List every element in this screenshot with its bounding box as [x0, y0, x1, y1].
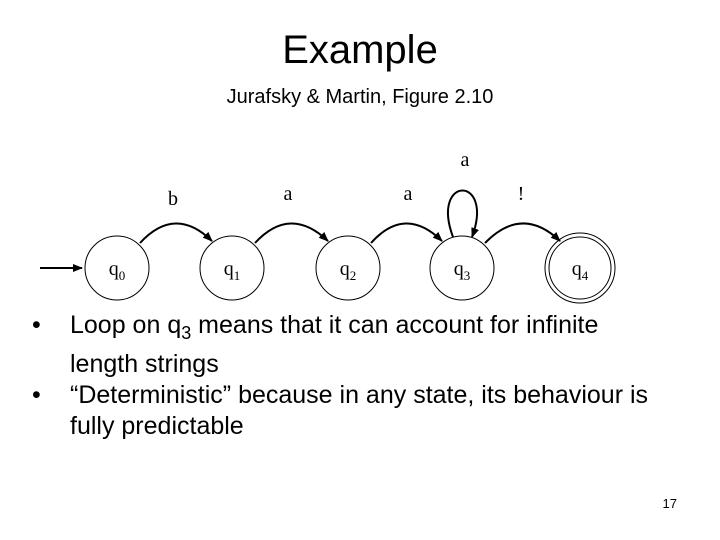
state-q1: [200, 236, 264, 300]
svg-text:q3: [454, 258, 471, 283]
svg-text:q2: [340, 258, 357, 283]
transition-label-a1: a: [283, 183, 293, 205]
transition-q3-loop: [448, 191, 477, 238]
bullet-subscript: 3: [181, 323, 192, 343]
state-q3-name: q: [453, 258, 464, 280]
bullet-text: means that it can account for infinite length strings: [70, 311, 599, 378]
state-q0: [85, 236, 149, 300]
svg-text:q1: [224, 258, 241, 283]
svg-text:q0: [109, 258, 126, 283]
state-q2: [316, 236, 380, 300]
transition-q1-q2: [255, 223, 328, 243]
state-q4-accepting: [545, 233, 615, 303]
transition-label-a-loop: a: [460, 149, 470, 171]
bullet-text: Loop on q: [70, 311, 182, 339]
bullet-item: [32, 380, 672, 442]
state-q3-sub: 3: [463, 268, 471, 283]
bullet-text: “Deterministic” because in any state, its behaviour is fully predictable: [70, 381, 649, 440]
transition-q3-q4: [485, 223, 560, 243]
slide-subtitle: Jurafsky & Martin, Figure 2.10: [226, 86, 494, 108]
transition-label-a2: a: [403, 183, 413, 205]
bullet-item: [32, 310, 672, 380]
state-q1-name: q: [223, 258, 234, 280]
state-q2-sub: 2: [349, 268, 357, 283]
state-q2-name: q: [339, 258, 350, 280]
transition-q0-q1: [140, 223, 212, 243]
svg-text:q4: [572, 258, 589, 283]
transition-q2-q3: [371, 223, 442, 243]
bullet-list: [32, 310, 672, 442]
transition-label-exclaim: !: [517, 183, 525, 205]
page-number: 17: [662, 496, 677, 511]
state-q0-name: q: [108, 258, 119, 280]
state-q4-name: q: [571, 258, 582, 280]
state-q0-sub: 0: [118, 268, 126, 283]
state-q3: [430, 236, 494, 300]
state-q4-sub: 4: [581, 268, 589, 283]
state-q1-sub: 1: [233, 268, 241, 283]
transition-label-b: b: [168, 188, 178, 210]
slide-title: Example: [282, 28, 438, 72]
